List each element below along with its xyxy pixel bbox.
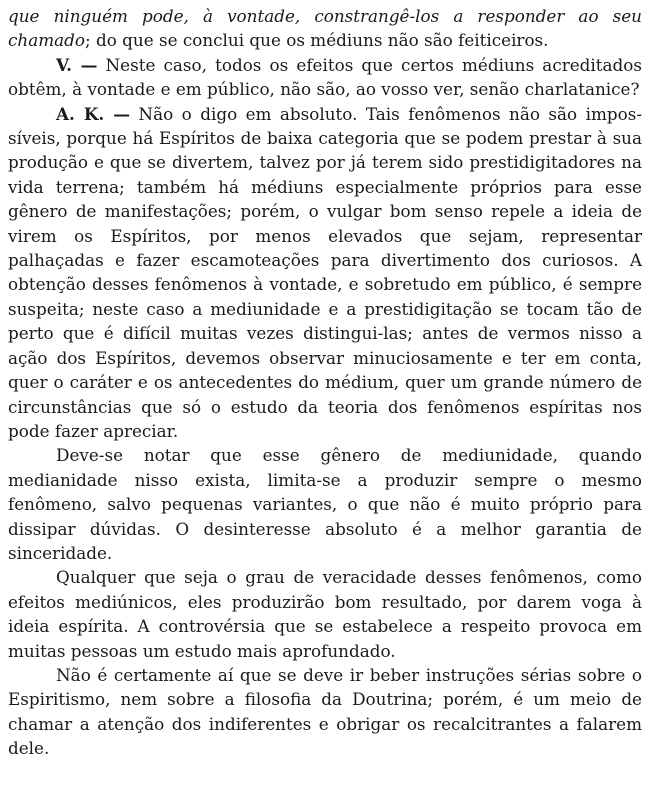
paragraph (8, 663, 642, 761)
paragraph-text: Deve-se notar que esse gênero de mediunidade, quando medianidade nisso exista, limita-se a produzir sempre o mesmo fenômeno, salvo pequenas variantes, o que não é muito próprio para dissipar dúvidas. O desinteresse absoluto é a melhor garantia de sinceridade. (8, 445, 642, 563)
speaker-label: A. K. — (56, 103, 130, 124)
paragraph-continuation (8, 4, 642, 53)
paragraph-text: Qualquer que seja o grau de veracidade desses fenômenos, como efeitos mediúnicos, eles produzirão bom resultado, por darem voga à ideia espírita. A controvérsia que se estabelece a respeito provoca em muitas pessoas um estudo mais aprofundado. (8, 567, 642, 661)
paragraph-text: ; do que se conclui que os médiuns não são feiticeiros. (84, 30, 549, 51)
paragraph-text: Neste caso, todos os efeitos que certos médiuns acreditados obtêm, à vontade e em público, não são, ao vosso ver, senão charlatanice? (8, 54, 642, 100)
paragraph (8, 443, 642, 565)
italic-quote: que ninguém pode, à vontade, constrangê-los a responder ao seu chamado (8, 6, 642, 51)
speaker-label: V. — (56, 54, 98, 75)
paragraph-answer (8, 102, 642, 444)
paragraph (8, 565, 642, 663)
paragraph-text: Não é certamente aí que se deve ir beber instruções sérias sobre o Espiritismo, nem sobre a filosofia da Doutrina; porém, é um meio de chamar a atenção dos indiferentes e obrigar os recalcitrantes a falarem dele. (8, 664, 642, 759)
paragraph-text: Não o digo em absoluto. Tais fenômenos não são impossíveis, porque há Espíritos de baixa categoria que se podem prestar à sua produção e que se divertem, talvez por já terem sido prestidigitadores na vida terrena; também há médiuns especialmente próprios para esse gênero de manifestações; porém, o vulgar bom senso repele a ideia de virem os Espíritos, por menos elevados que sejam, representar palhaçadas e fazer escamoteações para divertimento dos curiosos. A obtenção desses fenômenos à vontade, e sobretudo em público, é sempre suspeita; neste caso a mediunidade e a prestidigitação se tocam tão de perto que é difícil muitas vezes distingui-las; antes de vermos nisso a ação dos Espíritos, devemos observar minuciosamente e ter em conta, quer o caráter e os antecedentes do médium, quer um grande número de circunstâncias que só o estudo da teoria dos fenômenos espíritas nos pode fazer apreciar. (8, 103, 642, 441)
paragraph-question (8, 53, 642, 102)
